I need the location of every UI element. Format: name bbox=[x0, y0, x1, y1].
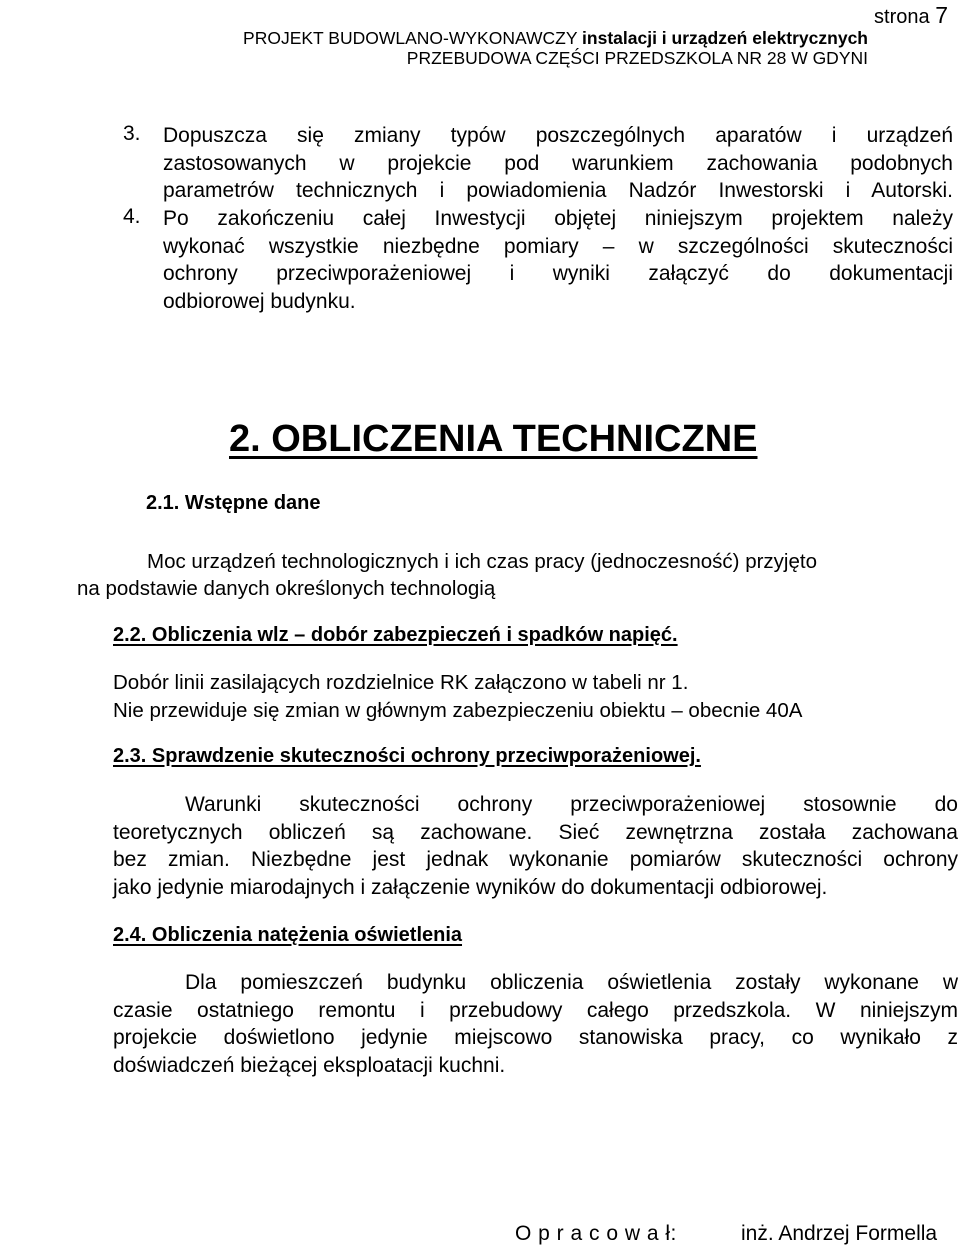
item-number: 4. bbox=[123, 205, 141, 228]
project-scope: instalacji i urządzeń elektrycznych bbox=[582, 28, 868, 48]
text-line: Dla pomieszczeń budynku obliczenia oświetlenia zostały wykonane w bbox=[185, 971, 958, 994]
section-2-3-text bbox=[113, 791, 958, 901]
section-2-2-line-1: Dobór linii zasilających rozdzielnice RK załączono w tabeli nr 1. bbox=[113, 671, 689, 694]
project-header bbox=[243, 28, 868, 49]
text-line: Warunki skuteczności ochrony przeciwporażeniowej stosownie do bbox=[185, 793, 958, 816]
section-2-4-text bbox=[113, 969, 958, 1079]
text-line: czasie ostatniego remontu i przebudowy całego przedszkola. W niniejszym bbox=[113, 998, 958, 1022]
section-2-1-line-2: na podstawie danych określonych technologią bbox=[77, 577, 496, 600]
author-name: inż. Andrzej Formella bbox=[741, 1222, 938, 1245]
item-number: 3. bbox=[123, 122, 141, 145]
page-label: strona bbox=[874, 6, 930, 28]
text-line: odbiorowej budynku. bbox=[163, 289, 356, 313]
text-line: teoretycznych obliczeń są zachowane. Sieć zewnętrzna została zachowana bbox=[113, 820, 958, 844]
item-3-text bbox=[163, 122, 953, 205]
text-line: bez zmian. Niezbędne jest jednak wykonanie pomiarów skuteczności ochrony bbox=[113, 848, 958, 871]
page-number bbox=[874, 2, 948, 29]
text-line: Po zakończeniu całej Inwestycji objętej niniejszym projektem należy bbox=[163, 207, 953, 230]
text-line: parametrów technicznych i powiadomienia Nadzór Inwestorski i Autorski. bbox=[163, 179, 953, 202]
text-line: zastosowanych w projekcie pod warunkiem zachowania podobnych bbox=[163, 151, 953, 175]
section-2-1-line-1: Moc urządzeń technologicznych i ich czas pracy (jednoczesność) przyjęto bbox=[147, 550, 817, 573]
item-4-text bbox=[163, 205, 953, 315]
text-line: jako jedynie miarodajnych i załączenie wyników do dokumentacji odbiorowej. bbox=[113, 875, 828, 899]
text-line: doświadczeń bieżącej eksploatacji kuchni. bbox=[113, 1053, 506, 1077]
section-2-3-heading: 2.3. Sprawdzenie skuteczności ochrony przeciwporażeniowej. bbox=[113, 745, 701, 767]
section-2-2-line-2: Nie przewiduje się zmian w głównym zabezpieczeniu obiektu – obecnie 40A bbox=[113, 699, 803, 722]
prepared-by-label: O p r a c o w a ł: bbox=[515, 1222, 677, 1245]
project-subtitle: PRZEBUDOWA CZĘŚCI PRZEDSZKOLA NR 28 W GDYNI bbox=[406, 48, 868, 68]
text-line: wykonać wszystkie niezbędne pomiary – w szczególności skuteczności bbox=[163, 234, 953, 258]
text-line: ochrony przeciwporażeniowej i wyniki załączyć do dokumentacji bbox=[163, 262, 953, 285]
text-line: Dopuszcza się zmiany typów poszczególnych aparatów i urządzeń bbox=[163, 124, 953, 147]
section-2-1-heading: 2.1. Wstępne dane bbox=[146, 492, 321, 514]
main-title: 2. OBLICZENIA TECHNICZNE bbox=[229, 418, 758, 460]
text-line: projekcie doświetlono jedynie miejscowo stanowiska pracy, co wynikało z bbox=[113, 1026, 958, 1049]
section-2-4-heading: 2.4. Obliczenia natężenia oświetlenia bbox=[113, 924, 463, 946]
page-number-value: 7 bbox=[935, 2, 948, 28]
project-type: PROJEKT BUDOWLANO-WYKONAWCZY bbox=[243, 28, 583, 48]
section-2-2-heading: 2.2. Obliczenia wlz – dobór zabezpieczeń i spadków napięć. bbox=[113, 624, 678, 646]
